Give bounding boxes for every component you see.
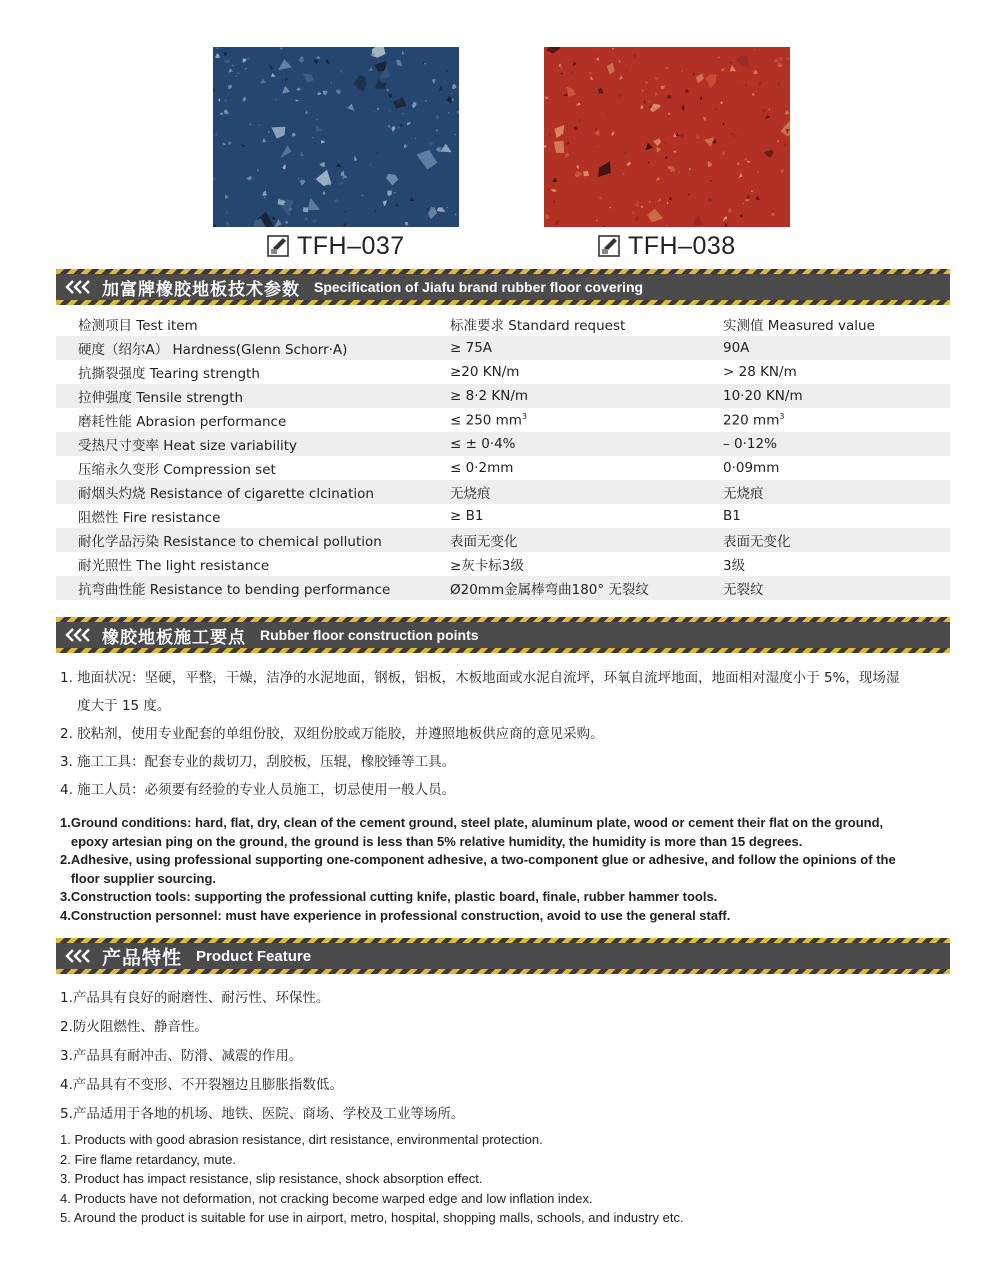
features-list-zh	[60, 984, 940, 1129]
list-item: 4. 施工人员：必须要有经验的专业人员施工，切忌使用一般人员。	[60, 782, 456, 798]
measured-value: > 28 KN/m	[723, 364, 797, 380]
measured-value: 10·20 KN/m	[703, 384, 950, 408]
stamp-icon	[267, 235, 289, 257]
list-item: 4.产品具有不变形、不开裂翘边且膨胀指数低。	[60, 1077, 343, 1093]
list-item: 5. Around the product is suitable for use in airport, metro, hospital, shopping malls, schools, and industry etc.	[60, 1210, 684, 1225]
test-item: 耐烟头灼烧 Resistance of cigarette clcination	[56, 480, 430, 504]
table-row	[56, 576, 950, 600]
construction-list-en	[60, 814, 940, 925]
header-standard: 标准要求 Standard request	[450, 318, 626, 334]
list-item: 2.Adhesive, using professional supporting one-component adhesive, a two-component glue or adhesive, and follow the opinions of the	[60, 852, 896, 867]
spec-banner	[56, 269, 950, 305]
standard-value: ≥ B1	[450, 508, 484, 524]
spec-table	[56, 312, 950, 600]
header-measured: 实测值 Measured value	[723, 318, 875, 334]
standard-value: ≥ 8·2 KN/m	[430, 384, 703, 408]
measured-value: 3级	[723, 558, 746, 574]
table-row	[56, 456, 950, 480]
list-item: epoxy artesian ping on the ground, the ground is less than 5% relative humidity, the humidity is more than 15 degrees.	[60, 833, 803, 849]
test-item: 阻燃性 Fire resistance	[78, 510, 221, 526]
list-item: floor supplier sourcing.	[60, 870, 217, 886]
measured-value: 表面无变化	[703, 528, 950, 552]
test-item: 耐光照性 The light resistance	[78, 558, 270, 574]
section-title-zh: 橡胶地板施工要点	[102, 627, 246, 648]
features-list-en	[60, 1130, 940, 1228]
test-item: 压缩永久变形 Compression set	[78, 462, 276, 478]
table-row	[56, 384, 950, 408]
list-item: 3. Product has impact resistance, slip resistance, shock absorption effect.	[60, 1171, 483, 1186]
list-item: 1. Products with good abrasion resistance, dirt resistance, environmental protection.	[60, 1132, 543, 1147]
list-item: 度大于 15 度。	[60, 698, 171, 714]
stamp-icon	[598, 235, 620, 257]
section-title-zh: 加富牌橡胶地板技术参数	[102, 279, 300, 300]
triple-chevron-left-icon	[64, 627, 96, 643]
swatch-tfh-037	[213, 47, 459, 227]
features-banner	[56, 938, 950, 974]
test-item: 磨耗性能 Abrasion performance	[78, 414, 287, 430]
measured-value: – 0·12%	[703, 432, 950, 456]
test-item: 抗撕裂强度 Tearing strength	[78, 366, 260, 382]
standard-value: ≥20 KN/m	[450, 364, 520, 380]
triple-chevron-left-icon	[64, 279, 96, 295]
product-code: TFH–037	[297, 231, 405, 260]
table-row	[56, 432, 950, 456]
standard-value: ≤ 0·2mm	[450, 460, 514, 476]
standard-value: 表面无变化	[430, 528, 703, 552]
header-test-item: 检测项目 Test item	[78, 318, 198, 334]
test-item: 耐化学品污染 Resistance to chemical pollution	[56, 528, 430, 552]
list-item: 1.Ground conditions: hard, flat, dry, clean of the cement ground, steel plate, aluminum plate, wood or cement their flat on the ground,	[60, 815, 884, 830]
measured-value: 220 $mm^3$	[723, 411, 785, 429]
table-row	[56, 552, 950, 576]
standard-value: ≤ ± 0·4%	[430, 432, 703, 456]
section-title-zh: 产品特性	[102, 946, 183, 969]
product-code: TFH–038	[628, 231, 736, 260]
measured-value: 无烧痕	[703, 480, 950, 504]
table-row	[56, 528, 950, 552]
product-label-tfh-037	[267, 231, 405, 261]
list-item: 2.防火阻燃性、静音性。	[60, 1019, 208, 1035]
list-item: 3.产品具有耐冲击、防滑、减震的作用。	[60, 1048, 303, 1064]
list-item: 1. 地面状况：坚硬，平整，干燥，洁净的水泥地面，钢板，铝板，木板地面或水泥自流坪，环氧自流坪地面，地面相对湿度小于 5%，现场湿	[60, 670, 900, 686]
test-item: 拉伸强度 Tensile strength	[56, 384, 430, 408]
section-title-en: Product Feature	[196, 947, 312, 965]
superscript: 3	[521, 411, 528, 421]
table-row	[56, 408, 950, 432]
test-item: 硬度（绍尔A） Hardness(Glenn Schorr·A)	[56, 336, 430, 360]
list-item: 3. 施工工具：配套专业的裁切刀，刮胶板，压辊，橡胶锤等工具。	[60, 754, 456, 770]
table-row	[56, 336, 950, 360]
test-item: 抗弯曲性能 Resistance to bending performance	[56, 576, 430, 600]
list-item: 4.Construction personnel: must have experience in professional construction, avoid to use the general staff.	[60, 907, 731, 923]
table-row	[56, 360, 950, 384]
product-label-tfh-038	[598, 231, 736, 261]
standard-value: Ø20mm金属棒弯曲180° 无裂纹	[430, 576, 703, 600]
list-item: 3.Construction tools: supporting the professional cutting knife, plastic board, finale, rubber hammer tools.	[60, 889, 718, 904]
measured-value: 无裂纹	[703, 576, 950, 600]
triple-chevron-left-icon	[64, 948, 96, 964]
spec-header-row	[56, 312, 950, 336]
list-item: 1.产品具有良好的耐磨性、耐污性、环保性。	[60, 990, 330, 1006]
swatch-tfh-038	[544, 47, 790, 227]
standard-value: 无烧痕	[430, 480, 703, 504]
list-item: 4. Products have not deformation, not cracking become warped edge and low inflation index.	[60, 1190, 593, 1206]
section-title-en: Rubber floor construction points	[260, 627, 479, 643]
table-row	[56, 504, 950, 528]
standard-value: ≤ 250 $mm^3$	[450, 411, 528, 429]
measured-value: 90A	[703, 336, 950, 360]
list-item: 5.产品适用于各地的机场、地铁、医院、商场、学校及工业等场所。	[60, 1106, 465, 1122]
test-item: 受热尺寸变率 Heat size variability	[56, 432, 430, 456]
standard-value: ≥灰卡标3级	[450, 558, 524, 574]
standard-value: ≥ 75A	[430, 336, 703, 360]
table-row	[56, 480, 950, 504]
list-item: 2. 胶粘剂，使用专业配套的单组份胶，双组份胶或万能胶，并遵照地板供应商的意见采购。	[60, 726, 604, 742]
superscript: 3	[779, 411, 785, 421]
measured-value: B1	[723, 508, 741, 524]
section-title-en: Specification of Jiafu brand rubber floor covering	[314, 279, 644, 295]
measured-value: 0·09mm	[723, 460, 780, 476]
construction-list-zh	[60, 664, 940, 804]
construction-banner	[56, 617, 950, 653]
texture-chip	[303, 207, 309, 212]
list-item: 2. Fire flame retardancy, mute.	[60, 1151, 237, 1167]
